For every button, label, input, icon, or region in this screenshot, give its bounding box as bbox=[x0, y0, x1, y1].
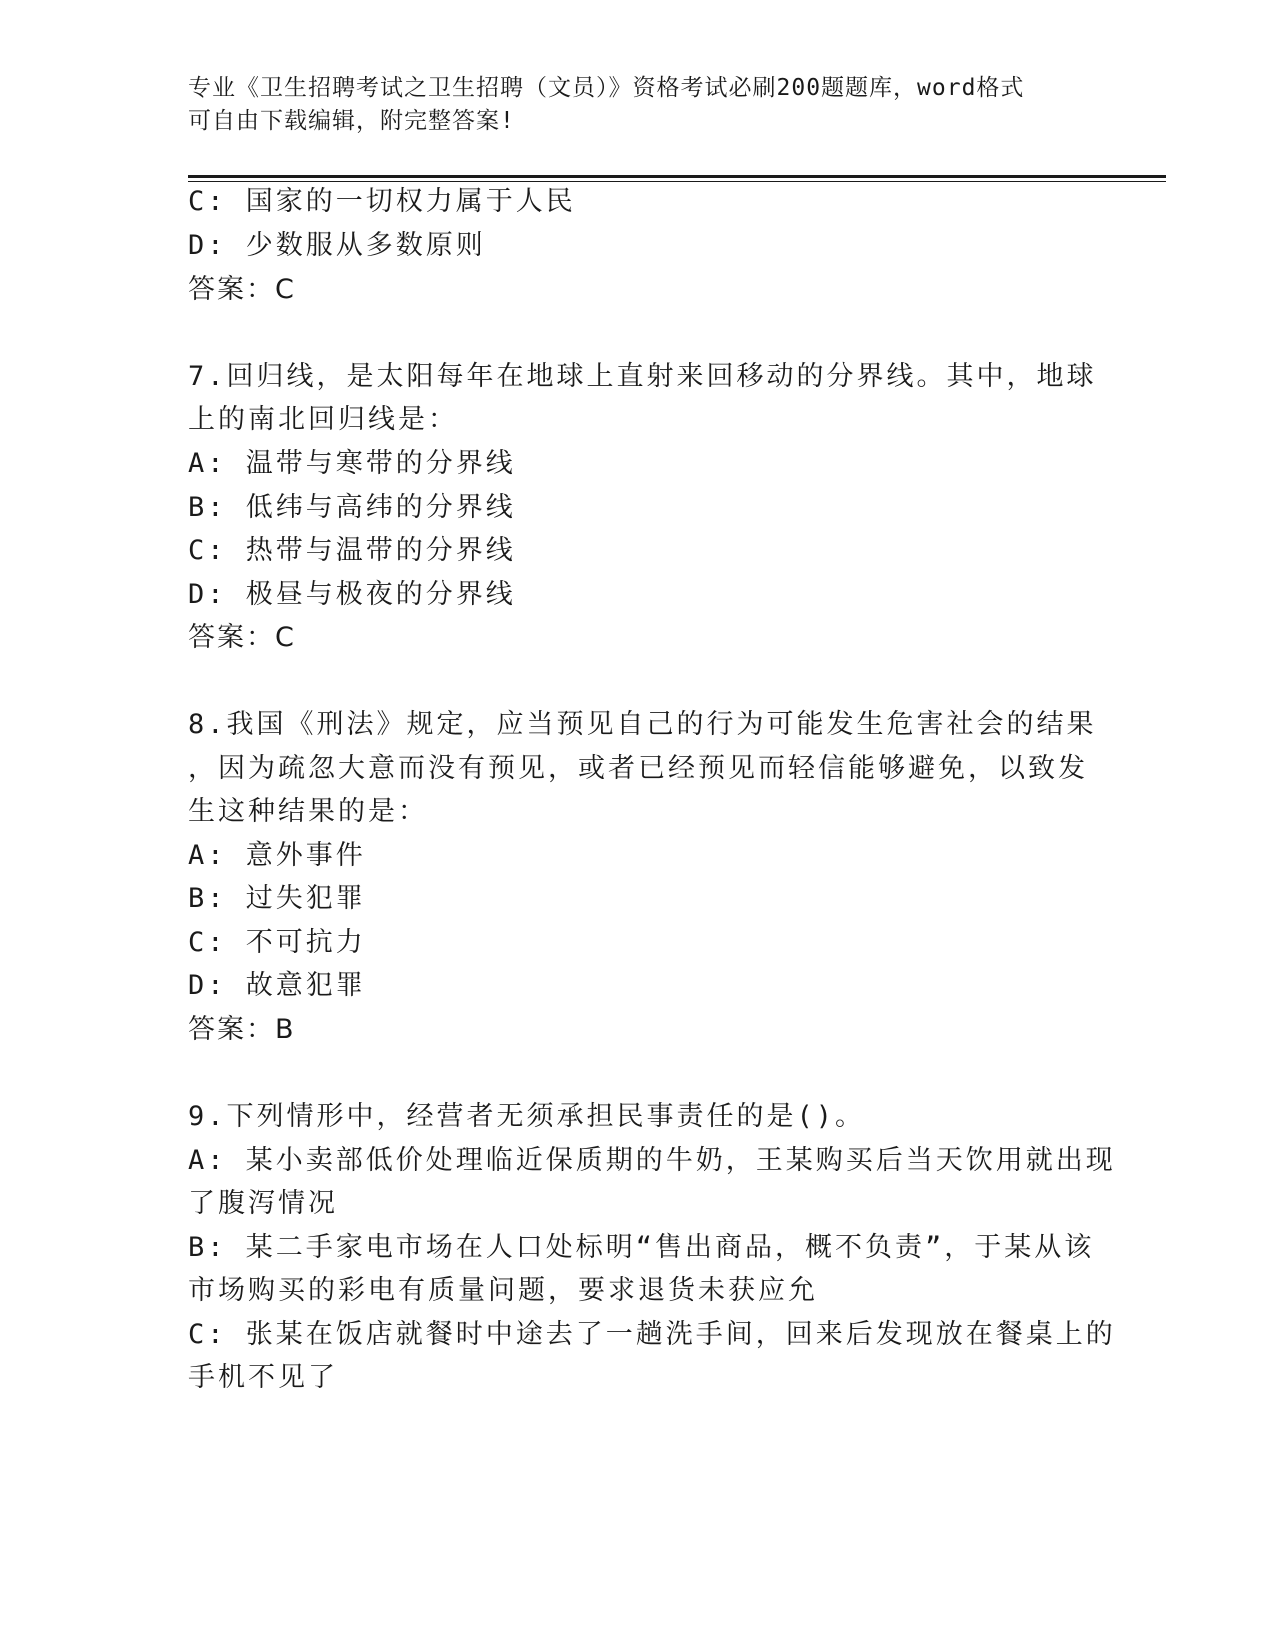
q8-stem-line-1: 8.我国《刑法》规定，应当预见自己的行为可能发生危害社会的结果 bbox=[188, 709, 1097, 740]
q8-option-b: B: 过失犯罪 bbox=[188, 883, 366, 914]
header-divider-thick bbox=[188, 175, 1166, 178]
q7-stem-line-1: 7.回归线，是太阳每年在地球上直射来回移动的分界线。其中，地球 bbox=[188, 361, 1097, 392]
q8-stem-line-3: 生这种结果的是： bbox=[188, 796, 428, 827]
q9-option-b-line-2: 市场购买的彩电有质量问题，要求退货未获应允 bbox=[188, 1275, 818, 1306]
q9-option-c-line-1: C: 张某在饭店就餐时中途去了一趟洗手间，回来后发现放在餐桌上的 bbox=[188, 1319, 1116, 1350]
q7-option-b: B: 低纬与高纬的分界线 bbox=[188, 492, 516, 523]
q9-option-b-line-1: B: 某二手家电市场在人口处标明“售出商品，概不负责”，于某从该 bbox=[188, 1232, 1095, 1263]
q7-option-a: A: 温带与寒带的分界线 bbox=[188, 448, 516, 479]
header-line-2: 可自由下载编辑，附完整答案! bbox=[188, 108, 515, 134]
document-header bbox=[188, 72, 1088, 138]
q6-option-c: C: 国家的一切权力属于人民 bbox=[188, 186, 576, 217]
header-divider-thin bbox=[188, 181, 1166, 182]
q8-option-d: D: 故意犯罪 bbox=[188, 970, 366, 1001]
q9-option-a-line-2: 了腹泻情况 bbox=[188, 1188, 338, 1219]
header-line-1: 专业《卫生招聘考试之卫生招聘（文员）》资格考试必刷200题题库，word格式 bbox=[188, 75, 1025, 101]
q8-option-c: C: 不可抗力 bbox=[188, 927, 366, 958]
q8-option-a: A: 意外事件 bbox=[188, 840, 366, 871]
q6-answer: 答案：C bbox=[188, 274, 296, 305]
q7-stem-line-2: 上的南北回归线是： bbox=[188, 404, 458, 435]
q6-option-d: D: 少数服从多数原则 bbox=[188, 230, 486, 261]
q7-answer: 答案：C bbox=[188, 622, 296, 653]
q8-stem-line-2: ，因为疏忽大意而没有预见，或者已经预见而轻信能够避免，以致发 bbox=[188, 753, 1088, 784]
q9-stem-line-1: 9.下列情形中，经营者无须承担民事责任的是()。 bbox=[188, 1101, 866, 1132]
q8-answer: 答案：B bbox=[188, 1014, 296, 1045]
q7-option-d: D: 极昼与极夜的分界线 bbox=[188, 579, 516, 610]
q9-option-a-line-1: A: 某小卖部低价处理临近保质期的牛奶，王某购买后当天饮用就出现 bbox=[188, 1145, 1116, 1176]
q7-option-c: C: 热带与温带的分界线 bbox=[188, 535, 516, 566]
q9-option-c-line-2: 手机不见了 bbox=[188, 1362, 338, 1393]
